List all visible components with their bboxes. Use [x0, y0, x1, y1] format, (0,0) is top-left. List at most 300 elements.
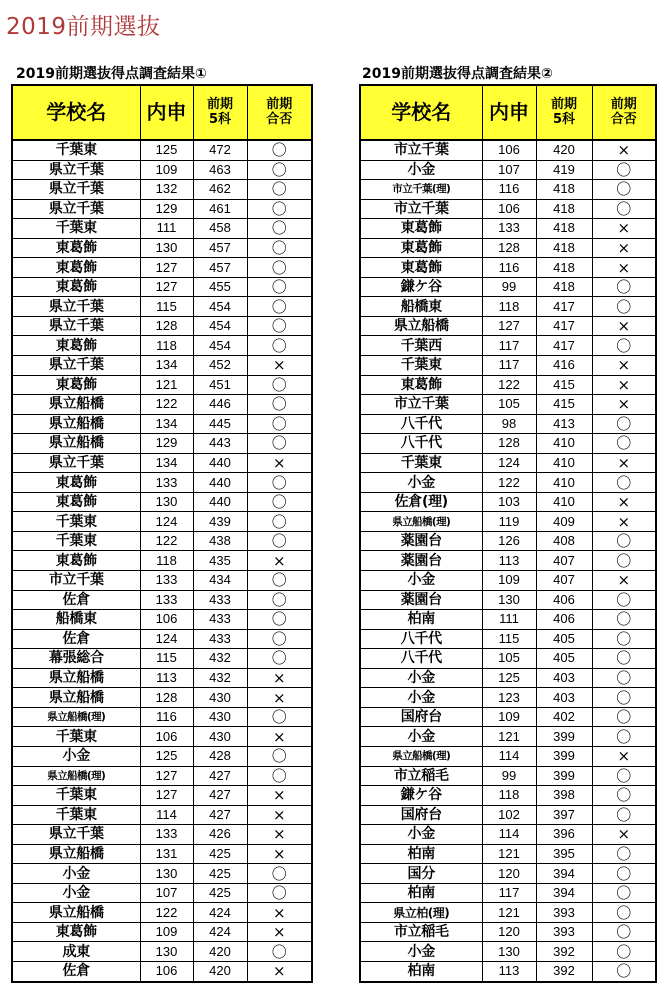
result-cell: 〇 — [592, 786, 656, 806]
score-cell: 405 — [536, 629, 592, 649]
table-row — [360, 238, 656, 258]
school-cell: 千葉東 — [360, 453, 482, 473]
school-cell: 県立船橋 — [12, 668, 140, 688]
table-body-2 — [360, 140, 656, 982]
table-row — [360, 864, 656, 884]
score-cell: 425 — [193, 844, 247, 864]
school-cell: 千葉東 — [12, 786, 140, 806]
school-cell: 県立千葉 — [12, 160, 140, 180]
result-cell: × — [592, 512, 656, 532]
table-row — [360, 649, 656, 669]
naishin-cell: 131 — [140, 844, 193, 864]
result-cell: × — [247, 961, 312, 981]
naishin-cell: 109 — [140, 922, 193, 942]
table-row — [12, 238, 312, 258]
school-cell: 県立千葉 — [12, 453, 140, 473]
score-cell: 445 — [193, 414, 247, 434]
naishin-cell: 118 — [482, 297, 536, 317]
naishin-cell: 127 — [140, 766, 193, 786]
table-row — [12, 629, 312, 649]
naishin-cell: 105 — [482, 395, 536, 415]
naishin-cell: 133 — [140, 825, 193, 845]
score-cell: 418 — [536, 219, 592, 239]
naishin-cell: 130 — [140, 238, 193, 258]
table-row — [12, 356, 312, 376]
table-row — [12, 805, 312, 825]
school-cell: 県立船橋(理) — [12, 766, 140, 786]
result-cell: 〇 — [592, 531, 656, 551]
table-row — [360, 961, 656, 981]
school-cell: 柏南 — [360, 883, 482, 903]
naishin-cell: 124 — [140, 512, 193, 532]
result-cell: 〇 — [592, 277, 656, 297]
table-row — [360, 942, 656, 962]
score-cell: 440 — [193, 473, 247, 493]
school-cell: 小金 — [360, 473, 482, 493]
table-row — [12, 434, 312, 454]
naishin-cell: 129 — [140, 199, 193, 219]
score-cell: 454 — [193, 316, 247, 336]
naishin-cell: 134 — [140, 453, 193, 473]
score-cell: 418 — [536, 258, 592, 278]
table-row — [360, 473, 656, 493]
naishin-cell: 125 — [140, 746, 193, 766]
school-cell: 東葛飾 — [360, 258, 482, 278]
score-cell: 472 — [193, 140, 247, 160]
naishin-cell: 114 — [482, 746, 536, 766]
school-cell: 東葛飾 — [12, 551, 140, 571]
score-cell: 463 — [193, 160, 247, 180]
result-cell: × — [592, 492, 656, 512]
naishin-cell: 111 — [482, 610, 536, 630]
table-row — [12, 140, 312, 160]
naishin-cell: 127 — [482, 316, 536, 336]
table-row — [12, 512, 312, 532]
naishin-cell: 123 — [482, 688, 536, 708]
table-row — [360, 766, 656, 786]
result-cell: 〇 — [592, 590, 656, 610]
score-cell: 454 — [193, 297, 247, 317]
school-cell: 幕張総合 — [12, 649, 140, 669]
score-cell: 409 — [536, 512, 592, 532]
score-cell: 457 — [193, 238, 247, 258]
header-result: 前期 合否 — [592, 85, 656, 140]
naishin-cell: 107 — [482, 160, 536, 180]
score-cell: 410 — [536, 473, 592, 493]
school-cell: 小金 — [12, 864, 140, 884]
result-cell: × — [247, 453, 312, 473]
result-cell: 〇 — [592, 473, 656, 493]
score-cell: 452 — [193, 356, 247, 376]
result-cell: 〇 — [247, 395, 312, 415]
naishin-cell: 115 — [140, 649, 193, 669]
naishin-cell: 118 — [140, 336, 193, 356]
school-cell: 国府台 — [360, 707, 482, 727]
result-cell: 〇 — [247, 610, 312, 630]
naishin-cell: 118 — [482, 786, 536, 806]
result-cell: 〇 — [592, 414, 656, 434]
table-row — [12, 395, 312, 415]
table-row — [12, 453, 312, 473]
school-cell: 小金 — [12, 883, 140, 903]
score-cell: 455 — [193, 277, 247, 297]
score-cell: 398 — [536, 786, 592, 806]
table-row — [12, 590, 312, 610]
table-row — [12, 746, 312, 766]
school-cell: 薬園台 — [360, 531, 482, 551]
school-cell: 東葛飾 — [12, 922, 140, 942]
naishin-cell: 98 — [482, 414, 536, 434]
naishin-cell: 124 — [482, 453, 536, 473]
result-cell: 〇 — [247, 512, 312, 532]
table-row — [360, 551, 656, 571]
table-row — [360, 786, 656, 806]
school-cell: 佐倉 — [12, 961, 140, 981]
school-cell: 県立船橋(理) — [360, 512, 482, 532]
score-cell: 418 — [536, 277, 592, 297]
school-cell: 市立千葉 — [12, 571, 140, 591]
result-cell: 〇 — [592, 199, 656, 219]
score-cell: 432 — [193, 649, 247, 669]
naishin-cell: 132 — [140, 180, 193, 200]
result-cell: 〇 — [592, 766, 656, 786]
result-cell: × — [592, 825, 656, 845]
school-cell: 県立千葉 — [12, 180, 140, 200]
school-cell: 薬園台 — [360, 590, 482, 610]
score-cell: 416 — [536, 356, 592, 376]
school-cell: 小金 — [360, 571, 482, 591]
table-row — [360, 316, 656, 336]
school-cell: 国府台 — [360, 805, 482, 825]
school-cell: 千葉東 — [12, 805, 140, 825]
score-cell: 417 — [536, 316, 592, 336]
score-cell: 439 — [193, 512, 247, 532]
result-cell: 〇 — [592, 903, 656, 923]
school-cell: 千葉西 — [360, 336, 482, 356]
table-row — [360, 825, 656, 845]
naishin-cell: 127 — [140, 277, 193, 297]
score-cell: 407 — [536, 551, 592, 571]
result-cell: 〇 — [247, 746, 312, 766]
naishin-cell: 109 — [482, 571, 536, 591]
table-row — [360, 453, 656, 473]
school-cell: 県立千葉 — [12, 316, 140, 336]
table-row — [360, 199, 656, 219]
score-cell: 417 — [536, 297, 592, 317]
table-row — [360, 707, 656, 727]
naishin-cell: 106 — [140, 961, 193, 981]
table-row — [360, 297, 656, 317]
result-cell: 〇 — [247, 492, 312, 512]
score-cell: 415 — [536, 375, 592, 395]
score-cell: 458 — [193, 219, 247, 239]
naishin-cell: 117 — [482, 883, 536, 903]
naishin-cell: 113 — [140, 668, 193, 688]
table-row — [12, 727, 312, 747]
school-cell: 千葉東 — [12, 512, 140, 532]
naishin-cell: 122 — [140, 531, 193, 551]
school-cell: 東葛飾 — [12, 473, 140, 493]
naishin-cell: 116 — [482, 258, 536, 278]
table-row — [360, 375, 656, 395]
result-cell: × — [592, 395, 656, 415]
school-cell: 市立千葉 — [360, 395, 482, 415]
school-cell: 県立船橋 — [12, 688, 140, 708]
naishin-cell: 106 — [140, 610, 193, 630]
score-cell: 399 — [536, 746, 592, 766]
table-row — [12, 551, 312, 571]
score-cell: 446 — [193, 395, 247, 415]
naishin-cell: 125 — [140, 140, 193, 160]
school-cell: 小金 — [360, 688, 482, 708]
result-cell: 〇 — [247, 766, 312, 786]
score-cell: 403 — [536, 688, 592, 708]
naishin-cell: 105 — [482, 649, 536, 669]
score-cell: 428 — [193, 746, 247, 766]
result-cell: 〇 — [247, 316, 312, 336]
table-row — [12, 922, 312, 942]
school-cell: 市立稲毛 — [360, 766, 482, 786]
table-row — [360, 746, 656, 766]
table-row — [12, 258, 312, 278]
score-cell: 393 — [536, 903, 592, 923]
result-cell: × — [592, 356, 656, 376]
naishin-cell: 121 — [482, 903, 536, 923]
naishin-cell: 113 — [482, 961, 536, 981]
school-cell: 県立千葉 — [12, 199, 140, 219]
table-row — [12, 707, 312, 727]
table-body-1 — [12, 140, 312, 982]
naishin-cell: 106 — [482, 199, 536, 219]
naishin-cell: 117 — [482, 356, 536, 376]
table-row — [360, 531, 656, 551]
score-cell: 433 — [193, 610, 247, 630]
table-row — [360, 492, 656, 512]
result-cell: × — [592, 140, 656, 160]
score-cell: 420 — [193, 942, 247, 962]
score-cell: 432 — [193, 668, 247, 688]
score-cell: 395 — [536, 844, 592, 864]
score-cell: 430 — [193, 688, 247, 708]
result-cell: × — [247, 356, 312, 376]
score-cell: 427 — [193, 766, 247, 786]
school-cell: 東葛飾 — [12, 238, 140, 258]
table-row — [360, 610, 656, 630]
score-table-2 — [359, 84, 657, 983]
school-cell: 東葛飾 — [360, 375, 482, 395]
school-cell: 県立船橋 — [12, 903, 140, 923]
school-cell: 東葛飾 — [12, 375, 140, 395]
naishin-cell: 114 — [482, 825, 536, 845]
school-cell: 県立船橋 — [12, 414, 140, 434]
result-cell: 〇 — [247, 531, 312, 551]
result-cell: 〇 — [247, 707, 312, 727]
table-row — [12, 571, 312, 591]
school-cell: 佐倉 — [12, 590, 140, 610]
naishin-cell: 127 — [140, 258, 193, 278]
naishin-cell: 102 — [482, 805, 536, 825]
naishin-cell: 99 — [482, 766, 536, 786]
result-cell: × — [247, 688, 312, 708]
score-cell: 418 — [536, 199, 592, 219]
school-cell: 県立船橋(理) — [12, 707, 140, 727]
result-cell: 〇 — [592, 160, 656, 180]
naishin-cell: 114 — [140, 805, 193, 825]
result-cell: 〇 — [247, 297, 312, 317]
score-cell: 426 — [193, 825, 247, 845]
naishin-cell: 120 — [482, 922, 536, 942]
school-cell: 県立船橋 — [12, 844, 140, 864]
result-cell: × — [592, 219, 656, 239]
school-cell: 県立千葉 — [12, 825, 140, 845]
score-cell: 454 — [193, 336, 247, 356]
table-row — [12, 473, 312, 493]
school-cell: 東葛飾 — [12, 277, 140, 297]
naishin-cell: 109 — [140, 160, 193, 180]
result-cell: × — [592, 258, 656, 278]
result-cell: 〇 — [592, 649, 656, 669]
naishin-cell: 113 — [482, 551, 536, 571]
naishin-cell: 107 — [140, 883, 193, 903]
table-row — [12, 864, 312, 884]
naishin-cell: 122 — [482, 473, 536, 493]
result-cell: 〇 — [592, 805, 656, 825]
result-cell: 〇 — [592, 336, 656, 356]
score-cell: 451 — [193, 375, 247, 395]
table-row — [12, 199, 312, 219]
school-cell: 千葉東 — [360, 356, 482, 376]
result-cell: × — [247, 727, 312, 747]
table-row — [12, 375, 312, 395]
result-cell: 〇 — [592, 844, 656, 864]
naishin-cell: 106 — [482, 140, 536, 160]
score-cell: 430 — [193, 727, 247, 747]
table-caption-1: 2019前期選抜得点調査結果① — [16, 66, 207, 82]
score-cell: 424 — [193, 903, 247, 923]
table-row — [12, 316, 312, 336]
school-cell: 千葉東 — [12, 140, 140, 160]
school-cell: 県立千葉 — [12, 297, 140, 317]
result-cell: 〇 — [247, 140, 312, 160]
result-cell: × — [247, 786, 312, 806]
result-cell: 〇 — [247, 336, 312, 356]
school-cell: 小金 — [12, 746, 140, 766]
score-cell: 419 — [536, 160, 592, 180]
score-cell: 397 — [536, 805, 592, 825]
naishin-cell: 130 — [140, 942, 193, 962]
school-cell: 県立千葉 — [12, 356, 140, 376]
score-cell: 433 — [193, 629, 247, 649]
school-cell: 鎌ケ谷 — [360, 277, 482, 297]
school-cell: 佐倉 — [12, 629, 140, 649]
table-row — [360, 844, 656, 864]
score-cell: 399 — [536, 727, 592, 747]
header-result: 前期 合否 — [247, 85, 312, 140]
result-cell: 〇 — [247, 160, 312, 180]
naishin-cell: 117 — [482, 336, 536, 356]
table-row — [12, 825, 312, 845]
naishin-cell: 134 — [140, 414, 193, 434]
school-cell: 県立船橋(理) — [360, 746, 482, 766]
score-cell: 392 — [536, 942, 592, 962]
table-caption-2: 2019前期選抜得点調査結果② — [362, 66, 553, 82]
page-title: 2019前期選抜 — [6, 14, 161, 40]
school-cell: 市立千葉 — [360, 199, 482, 219]
school-cell: 県立柏(理) — [360, 903, 482, 923]
score-cell: 427 — [193, 805, 247, 825]
result-cell: × — [247, 922, 312, 942]
result-cell: 〇 — [592, 610, 656, 630]
table-row — [12, 610, 312, 630]
school-cell: 小金 — [360, 160, 482, 180]
school-cell: 県立船橋 — [360, 316, 482, 336]
school-cell: 船橋東 — [12, 610, 140, 630]
naishin-cell: 115 — [482, 629, 536, 649]
result-cell: 〇 — [592, 922, 656, 942]
table-row — [360, 356, 656, 376]
table-row — [360, 395, 656, 415]
result-cell: × — [592, 571, 656, 591]
table-row — [12, 414, 312, 434]
school-cell: 市立千葉 — [360, 140, 482, 160]
result-cell: 〇 — [247, 590, 312, 610]
result-cell: 〇 — [247, 414, 312, 434]
table-row — [12, 219, 312, 239]
result-cell: × — [592, 238, 656, 258]
result-cell: × — [247, 805, 312, 825]
score-cell: 430 — [193, 707, 247, 727]
result-cell: 〇 — [247, 199, 312, 219]
table-row — [360, 434, 656, 454]
result-cell: 〇 — [247, 375, 312, 395]
naishin-cell: 115 — [140, 297, 193, 317]
result-cell: 〇 — [592, 942, 656, 962]
result-cell: 〇 — [247, 258, 312, 278]
header-school: 学校名 — [12, 85, 140, 140]
score-cell: 440 — [193, 453, 247, 473]
result-cell: 〇 — [592, 688, 656, 708]
naishin-cell: 109 — [482, 707, 536, 727]
header-school: 学校名 — [360, 85, 482, 140]
naishin-cell: 128 — [140, 688, 193, 708]
school-cell: 八千代 — [360, 434, 482, 454]
score-cell: 410 — [536, 492, 592, 512]
school-cell: 千葉東 — [12, 727, 140, 747]
school-cell: 小金 — [360, 727, 482, 747]
school-cell: 船橋東 — [360, 297, 482, 317]
result-cell: 〇 — [592, 668, 656, 688]
naishin-cell: 121 — [140, 375, 193, 395]
school-cell: 柏南 — [360, 961, 482, 981]
school-cell: 八千代 — [360, 629, 482, 649]
naishin-cell: 133 — [140, 571, 193, 591]
score-cell: 410 — [536, 434, 592, 454]
score-cell: 461 — [193, 199, 247, 219]
result-cell: × — [247, 668, 312, 688]
naishin-cell: 129 — [140, 434, 193, 454]
table-row — [360, 219, 656, 239]
score-cell: 406 — [536, 590, 592, 610]
result-cell: × — [247, 551, 312, 571]
score-cell: 417 — [536, 336, 592, 356]
school-cell: 八千代 — [360, 649, 482, 669]
result-cell: × — [247, 844, 312, 864]
result-cell: 〇 — [247, 629, 312, 649]
school-cell: 国分 — [360, 864, 482, 884]
school-cell: 東葛飾 — [360, 238, 482, 258]
result-cell: 〇 — [247, 883, 312, 903]
header-zenki-5ka: 前期 5科 — [193, 85, 247, 140]
